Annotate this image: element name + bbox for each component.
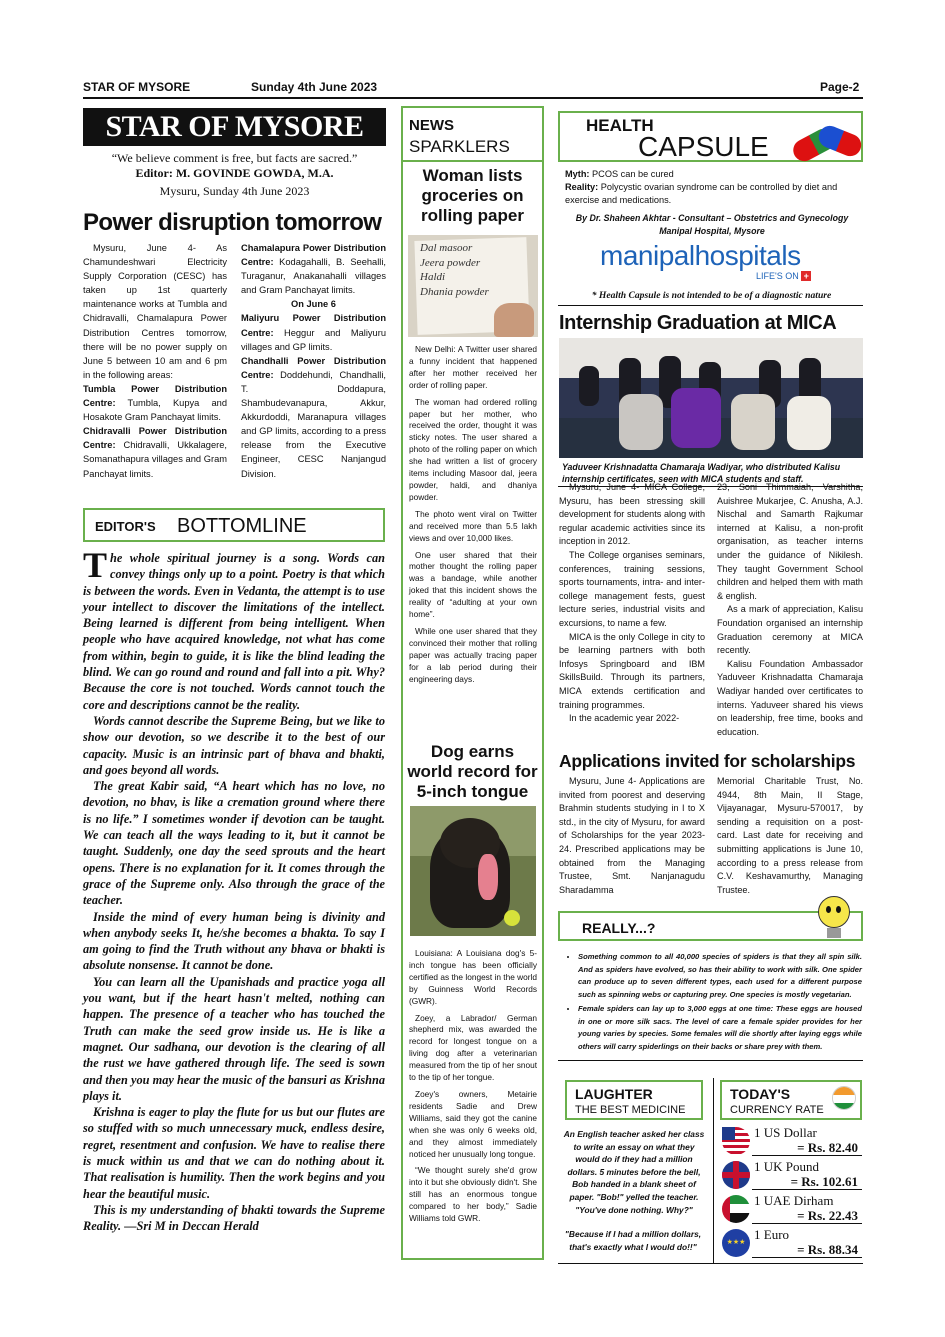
scholar-col2: [717, 775, 863, 897]
currency-value-eur: = Rs. 88.34: [797, 1242, 858, 1257]
currency-row-eur: [722, 1227, 862, 1259]
laughter-text: An English teacher asked her class to write an essay on what they would do if they had a million dollars. 5 minutes before the bell, Bob handed in a blank sheet of paper. "Bob!" yelled the teacher. "You've done nothing. Why?": [563, 1129, 705, 1215]
header-paper: STAR OF MYSORE: [83, 80, 191, 94]
s1-p4: One user shared that their mother thought the rolling paper was a bandage, while another joked that this incident shows the reality of “adulting at your own home”.: [409, 549, 537, 620]
power-col2: [241, 241, 386, 481]
mica-headline: Internship Graduation at MICA: [559, 312, 837, 334]
news-label-b: SPARKLERS: [409, 137, 510, 156]
note-line-1: Dal masoor: [420, 242, 473, 254]
mali-head: Maliyuru Power Distribution Centre:: [241, 313, 386, 338]
power-intro: Mysuru, June 4- As Chamundeshwari Electricity Supply Corporation (CESC) has taken up 1st quarterly maintenance works at Tumbla and Chidravalli, Chamalapura Power Distribution Centres tomorrow, there will be no power supply on June 5 between 10 am and 6 pm in the following areas:: [83, 243, 227, 380]
scholar-c2: Memorial Charitable Trust, No. 4944, 8th Main, II Stage, Vijayanagar, Mysuru-570017, by sending a requisition on a post-card. Last date for receiving and submitting applications is June 10, according to a press release from C.V. Keshavamurthy, Managing Trustee.: [717, 776, 863, 895]
editors-dropcap: T: [83, 545, 108, 585]
eu-flag-icon: ★★★: [722, 1229, 750, 1257]
mica-c1-p4: In the academic year 2022-: [569, 713, 680, 724]
news-s2: [409, 948, 537, 1225]
hand-shape: [494, 303, 534, 337]
s2-p1: Louisiana: A Louisiana dog's 5-inch tongue has been officially certified as the longest in the world by Guinness World Records (GWR).: [409, 948, 537, 1006]
s1-p3: The photo went viral on Twitter and received more than 5.5 lakh views and over 10,000 likes.: [409, 508, 537, 543]
currency-name-aed: 1 UAE Dirham: [754, 1193, 834, 1208]
currency-value-aed: = Rs. 22.43: [797, 1208, 858, 1223]
health-disclaimer: * Health Capsule is not intended to be of a diagnostic nature: [591, 290, 832, 301]
header-page: Page-2: [820, 80, 860, 94]
chama-head: Chamalapura Power Distribution Centre:: [241, 243, 386, 268]
really-list: [560, 951, 862, 1055]
plus-icon: +: [801, 271, 811, 281]
mica-c1-p3: MICA is the only College in city to be learning partners with both Infosys Springboard and IBM SkillsBuild. Through its partners, MICA extends certification and training programmes.: [559, 631, 705, 710]
chand-head: Chandhalli Power Distribution Centre:: [241, 355, 386, 380]
mica-c2-p3: Kalisu Foundation Ambassador Yaduveer Krishnadatta Chamaraja Wadiyar handed over certificates to interns. Yaduveer shared his views on leadership, free time, books and education.: [717, 658, 863, 737]
chama-text: Kodagahalli, B. Seehalli, Turaganur, Anakanahalli villages and Gram Panchayat limits.: [241, 257, 386, 296]
mali-text: Heggur and Maliyuru villages and GP limits.: [241, 327, 386, 352]
editors-body: [83, 545, 385, 1234]
mica-c1-p1: Mysuru, June 4- MICA College, Mysuru, has been stressing skill development for students along with regular academic activities since its inception in 2012.: [559, 482, 705, 547]
logo-tag-text: LIFE'S ON: [756, 271, 799, 281]
note-line-2: Jeera powder: [420, 256, 481, 269]
mica-c2-p2: As a mark of appreciation, Kalisu Foundation organised an internship Graduation ceremony at MICA recently.: [717, 604, 863, 656]
mica-col1: [559, 481, 705, 726]
laughter-label-a: LAUGHTER: [575, 1086, 653, 1102]
mica-col2: [717, 481, 863, 739]
health-text: [565, 168, 863, 207]
health-label-a: HEALTH: [586, 116, 654, 135]
masthead-dateline: Mysuru, Sunday 4th June 2023: [159, 184, 310, 198]
note-line-4: Dhania powder: [420, 285, 489, 298]
myth-label: Myth:: [565, 169, 590, 179]
mica-photo: [559, 338, 863, 458]
editors-p5: You can learn all the Upanishads and practice yoga all you want, but if the heart hasn't melted, nothing can happen. The presence of a teacher who has touched the Truth can make the seed grow inside us. He is like a magnet. Our sadhana, our devotion is the clearing of all the rust we have gathered through life. The seed is sown and then you may hear the music of the bansuri as Krishna plays it.: [83, 974, 385, 1103]
rolling-paper-photo: [408, 235, 538, 337]
s2-p2: Zoey, a Labrador/ German shepherd mix, was awarded the record for longest tongue on a living dog after a veterinarian measured from the tip of her snout to the tip of her tongue.: [409, 1012, 537, 1083]
us-flag-icon: [722, 1127, 750, 1155]
uae-flag-icon: [722, 1195, 750, 1223]
currency-value-gbp: = Rs. 102.61: [790, 1174, 858, 1189]
logo-b: hospitals: [694, 240, 801, 271]
uk-flag-icon: [722, 1161, 750, 1189]
editors-p3: The great Kabir said, “A heart which has no love, no devotion, no bhav, is like a cremation ground where there is no life.” I sometimes wonder if devotion can be taught. We can teach all the ways leading to it, but it cannot be taught. Suddenly, one day the seed sprouts and the heart opens. There is no explanation for it. It comes through the grace of the Supreme only. Also through the grace of the teacher.: [83, 779, 385, 908]
mica-c2-p1: 23, Soni Thimmaiah, Varshitha, Auishree Mukarjee, C. Anusha, A.J. Nischal and Samarth Rajkumar interned at Kalisu, a non-profit organisation, as teacher interns under the guidance of Nikilesh. They taught Government School children and helped them with math & english.: [717, 482, 863, 601]
editors-p1: he whole spiritual journey is a song. Words can convey things only up to a point. Poetry is that which is between the words. Even in Vedanta, the attempt is to use your intellect to discover the limitations of the intellect. Being learned is different from being intelligent. When people who have acquired knowledge, not what has come from within, begin to guide, it is like the blind leading the blind. We can go round and round and fall into a pit. Why? Because the core is not touched. Words cannot touch the core and descriptions cannot be the reality.: [83, 551, 385, 712]
capsule-icon: [786, 120, 866, 160]
power-headline: Power disruption tomorrow: [83, 209, 382, 236]
laughter-label-box: [565, 1080, 703, 1120]
currency-label-a: TODAY'S: [730, 1086, 791, 1102]
currency-label-b: CURRENCY RATE: [730, 1104, 824, 1116]
news-s1: [409, 344, 537, 685]
currency-name-usd: 1 US Dollar: [754, 1125, 817, 1140]
bulb-icon: [812, 896, 856, 944]
editors-p6: Krishna is eager to play the flute for us but our flutes are so stuffed with so much unnecessary muck, endless desire, regret, resentment and confusion. We have to realise there is muck within us and that we can do nothing about it. That realisation is humility. Then the work begins and you hear the beautiful music.: [83, 1105, 385, 1201]
scholar-c1: Mysuru, June 4- Applications are invited from poorest and deserving Brahmin students studying in I to X std., in the city of Mysuru, for award of Scholarships for the year 2023-24. Prescribed applications may be obtained from the Managing Trustee, Smt. Nanjanagudu Sharadamma: [559, 776, 705, 895]
tumbla-text: Tumbla, Kupya and Hosakote Gram Panchayat limits.: [83, 398, 227, 423]
health-byline: By Dr. Shaheen Akhtar - Consultant – Obstetrics and Gynecology Manipal Hospital, Mysore: [575, 213, 849, 236]
scholar-col1: [559, 775, 705, 897]
chidra-text: Chidravalli, Ukkalagere, Somanathapura villages and Gram Panchayat limits.: [83, 440, 227, 479]
india-flag-icon: [832, 1086, 856, 1110]
laughter-punch: "Because if I had a million dollars, that's exactly what I would do!!": [564, 1229, 702, 1252]
laughter-label-b: THE BEST MEDICINE: [575, 1104, 686, 1116]
note-line-3: Haldi: [420, 271, 446, 283]
logo-tag: [756, 271, 811, 281]
manipal-logo: [600, 240, 801, 272]
currency-value-usd: = Rs. 82.40: [797, 1140, 858, 1155]
s2-p4: “We thought surely she'd grow into it but she obviously didn't. She still has an enormous tongue compared to her body,” Sadie Williams told GWR.: [409, 1165, 537, 1224]
currency-row-usd: [722, 1125, 862, 1157]
logo-a: manipal: [600, 240, 695, 271]
editors-p4: Inside the mind of every human being is divinity and when anybody seeks It, he/she becomes a bhakta. To say I am going to find the Truth without any bhava or bhakti is absolute nonsense. It cannot be done.: [83, 909, 385, 973]
masthead-title: STAR OF MYSORE: [83, 108, 386, 146]
chidra-head: Chidravalli Power Distribution Centre:: [83, 426, 227, 451]
really-label: REALLY...?: [582, 920, 656, 936]
s2-p3: Zoey's owners, Metairie residents Sadie and Drew Williams, said they got the canine when she was only 6 weeks old, and they almost immediately noticed her unusually long tongue.: [409, 1088, 537, 1159]
scholar-headline: Applications invited for scholarships: [559, 751, 856, 771]
news-h1: Woman lists groceries on rolling paper: [421, 166, 524, 225]
s1-p2: The woman had ordered rolling paper but her mother, who received the order, thought it was sticky notes. The user shared a photo of the rolling paper on which she had written a list of grocery items including Masoor dal, jeera powder, haldi, and dhaniya powder.: [409, 396, 537, 502]
dog-photo: [410, 806, 536, 936]
currency-name-gbp: 1 UK Pound: [754, 1159, 820, 1174]
power-col1: [83, 241, 227, 481]
myth-text: PCOS can be cured: [589, 169, 674, 179]
currency-row-aed: [722, 1193, 862, 1225]
really-item-1: • Something common to all 40,000 species of spiders is that they all spin silk. And as spiders have evolved, so has their ability to work with silk. One spider can produce up to seven different types, each used for a different purpose such as spinning webs or capturing prey. One species is mostly vegetarian.: [578, 951, 862, 1001]
chand-text: Doddehundi, Chandhalli, T. Doddapura, Shambudevanapura, Akkur, Akkurdoddi, Maranapura villages and GP limits, according to a press release from the Executive Engineer, CESC Nanjangud Division.: [241, 369, 386, 479]
tumbla-head: Tumbla Power Distribution Centre:: [83, 383, 227, 409]
june6: On June 6: [291, 299, 336, 310]
reality-text: Polycystic ovarian syndrome can be controlled by diet and exercise and medications.: [565, 182, 838, 205]
editors-label-b: BOTTOMLINE: [177, 515, 307, 537]
editors-p7: This is my understanding of bhakti towards the Supreme Reality. —Sri M in Deccan Herald: [83, 1202, 385, 1234]
news-h2: Dog earns world record for 5-inch tongue: [407, 742, 538, 801]
masthead-motto: “We believe comment is free, but facts are sacred.”: [111, 151, 358, 165]
editors-label-box: [83, 508, 385, 542]
really-item-2: • Female spiders can lay up to 3,000 eggs at one time: These eggs are housed in one or more silk sacs. The level of care a female spider provides for her young varies by species. Some females will die shortly after laying eggs while others will carry spiderlings on their backs or share prey with them.: [578, 1003, 862, 1053]
reality-label: Reality:: [565, 182, 599, 192]
health-label-b: CAPSULE: [638, 131, 769, 162]
masthead-editor: Editor: M. GOVINDE GOWDA, M.A.: [135, 166, 334, 180]
mica-caption: Yaduveer Krishnadatta Chamaraja Wadiyar, who distributed Kalisu internship certificates, seen with MICA students and staff.: [562, 462, 841, 485]
currency-name-eur: 1 Euro: [754, 1227, 790, 1242]
mica-c1-p2: The College organises seminars, conferences, training sessions, sports tournaments, intra- and inter-college management fests, guest lecture series, industrial visits and excursions, to name a few.: [559, 549, 705, 628]
news-label-a: NEWS: [409, 117, 454, 134]
editors-p2: Words cannot describe the Supreme Being, but we like to show our devotion, so we describe it to the best of our capacity. Music is an intrinsic part of bhava and bhakti, and goes beyond all words.: [83, 713, 385, 777]
editors-label-a: EDITOR'S: [95, 519, 156, 534]
s1-p1: New Delhi: A Twitter user shared a funny incident that happened after her mother received her order of rolling paper.: [409, 344, 537, 390]
currency-row-gbp: [722, 1159, 862, 1191]
header-date: Sunday 4th June 2023: [251, 80, 378, 94]
s1-p5: While one user shared that they convinced their mother that rolling paper was actually tracing paper for a lab period during their engineering days.: [409, 625, 537, 684]
